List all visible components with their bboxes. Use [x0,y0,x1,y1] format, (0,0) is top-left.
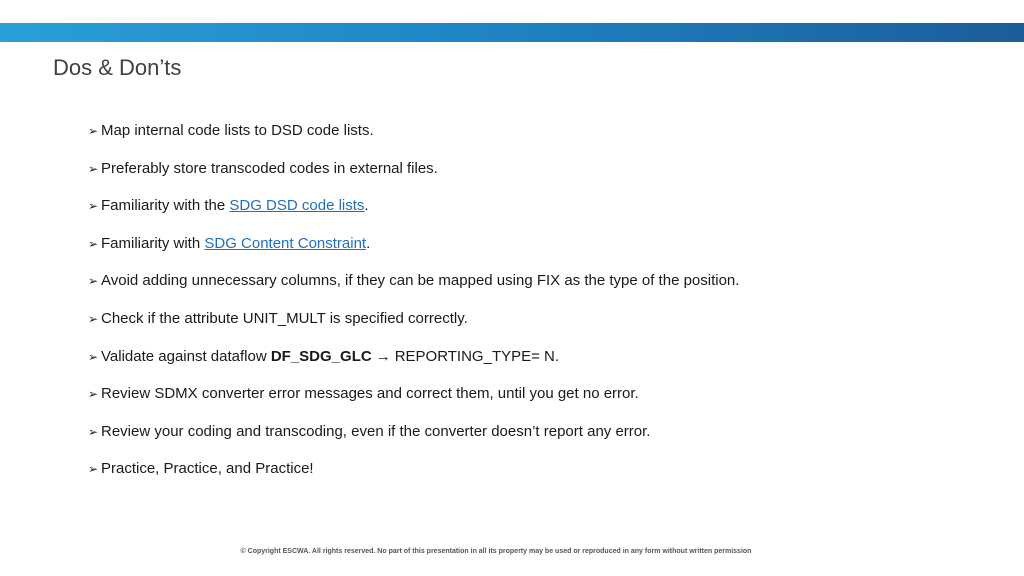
bullet-text: Map internal code lists to DSD code lists. [101,122,374,139]
arrowhead-bullet-icon: ➢ [88,424,99,439]
list-item [88,122,988,160]
slide-title: Dos & Don’ts [53,55,182,80]
header-bar [0,23,1024,42]
list-item [88,348,988,386]
bullet-punctuation: . [366,234,371,252]
arrowhead-bullet-icon: ➢ [88,387,99,402]
bullet-text: Validate against dataflow [101,347,271,365]
list-item [88,310,988,348]
right-arrow-icon: → [375,347,391,365]
list-item [88,423,988,461]
bullet-text: Review your coding and transcoding, even if the converter doesn’t report any error. [101,422,651,440]
arrowhead-bullet-icon: ➢ [88,462,99,477]
list-item [88,272,988,310]
list-item [88,197,988,235]
bullet-text: Preferably store transcoded codes in external files. [101,159,438,177]
sdg-content-constraint-link[interactable]: SDG Content Constraint [204,234,367,252]
dataflow-id: DF_SDG_GLC [270,347,372,365]
list-item [88,235,988,273]
bullet-text: REPORTING_TYPE= N. [394,347,560,365]
arrowhead-bullet-icon: ➢ [88,349,99,364]
bullet-text: Familiarity with [101,234,205,252]
arrowhead-bullet-icon: ➢ [88,311,99,326]
arrowhead-bullet-icon: ➢ [88,161,99,176]
sdg-dsd-code-lists-link[interactable]: SDG DSD code lists [229,197,365,215]
list-item [88,460,988,498]
bullet-list [88,122,988,498]
arrowhead-bullet-icon: ➢ [88,274,99,289]
bullet-text: Practice, Practice, and Practice! [101,460,314,478]
arrowhead-bullet-icon: ➢ [88,124,99,138]
arrowhead-bullet-icon: ➢ [88,199,99,214]
bullet-punctuation: . [364,197,369,215]
bullet-text: Familiarity with the [101,197,230,215]
bullet-text: Avoid adding unnecessary columns, if they can be mapped using FIX as the type of the position. [101,272,740,290]
copyright-footer: © Copyright ESCWA. All rights reserved. No part of this presentation in all its property may be used or reproduced in any form without written permission [240,548,752,555]
bullet-text: Check if the attribute UNIT_MULT is specified correctly. [101,309,468,327]
list-item [88,160,988,198]
list-item [88,385,988,423]
bullet-text: Review SDMX converter error messages and correct them, until you get no error. [101,385,639,403]
arrowhead-bullet-icon: ➢ [88,236,99,251]
